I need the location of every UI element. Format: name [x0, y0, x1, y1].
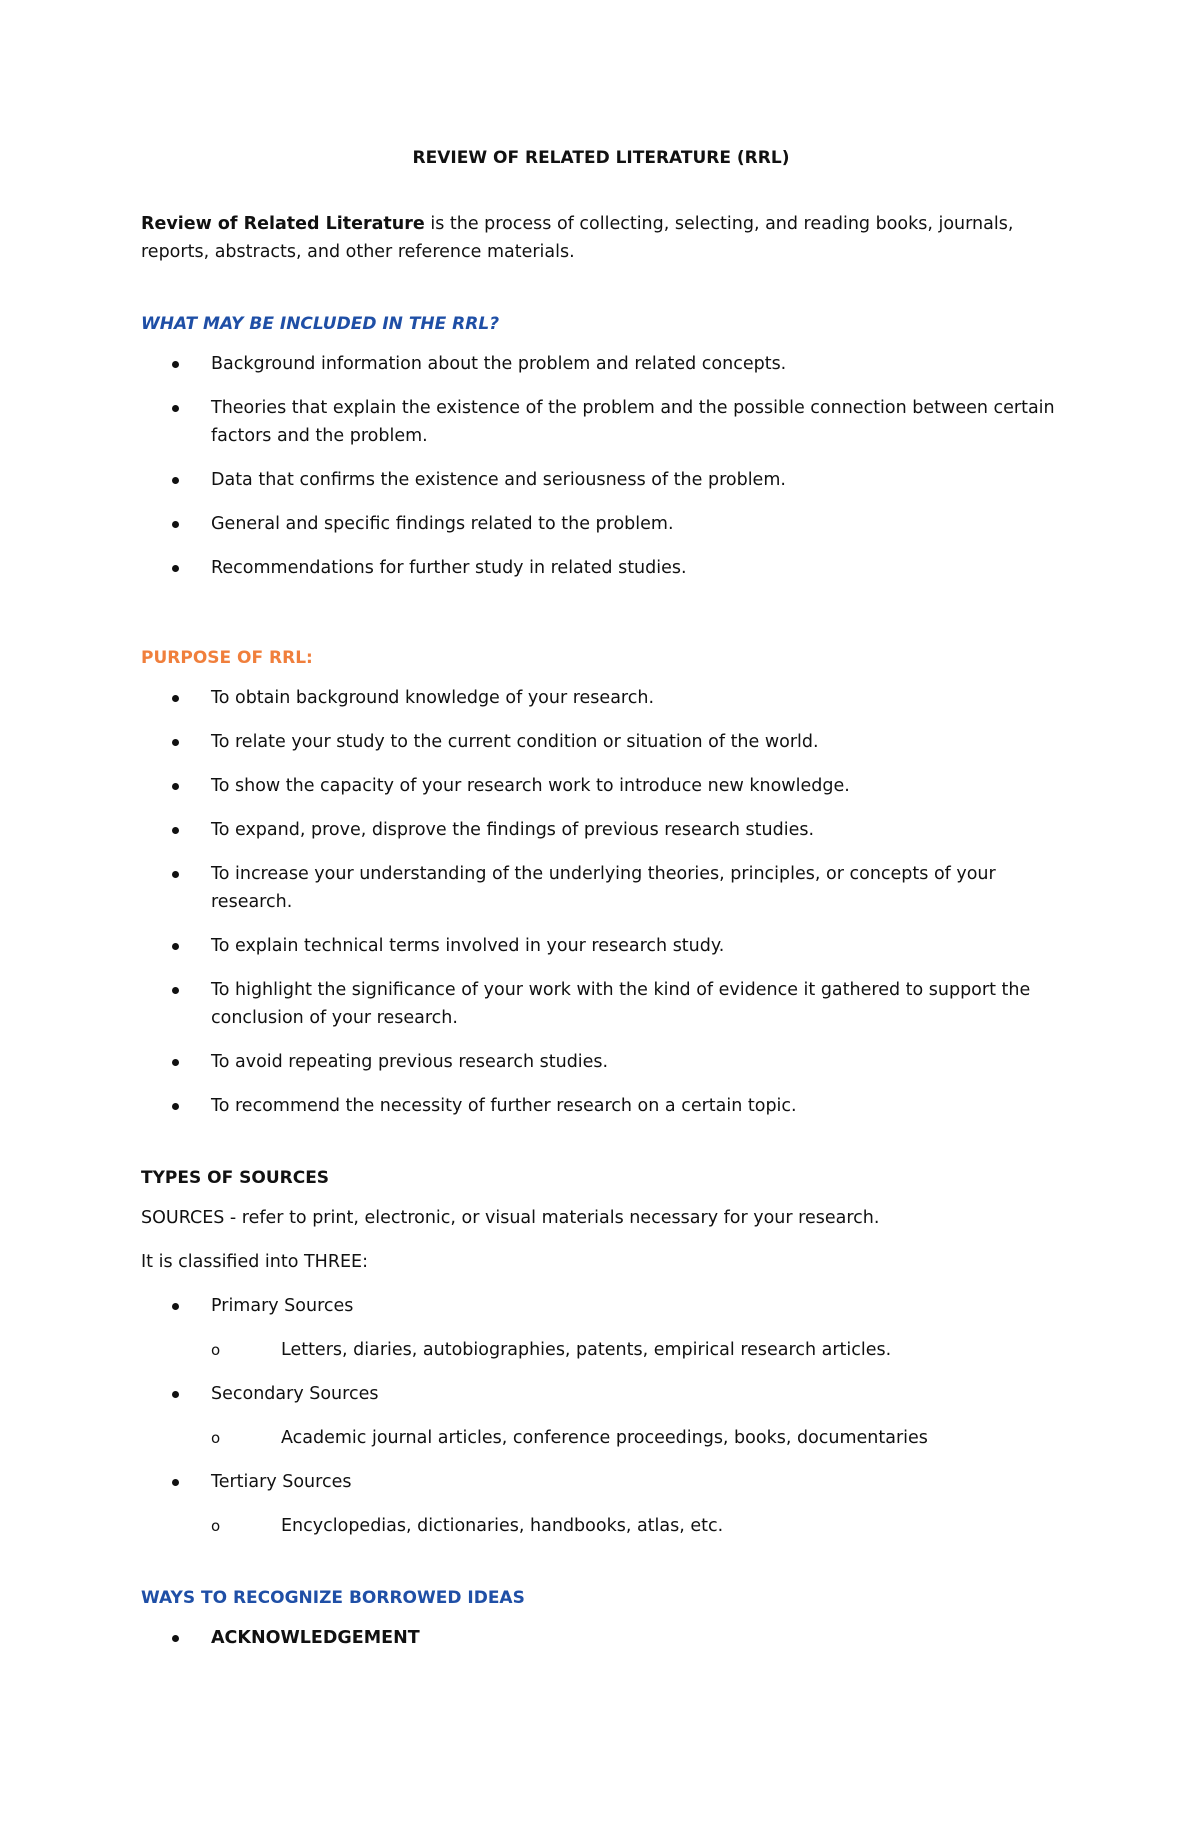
section-heading-types: TYPES OF SOURCES [141, 1168, 330, 1188]
bullet-icon [172, 565, 179, 572]
list-item: To expand, prove, disprove the findings of previous research studies. [141, 816, 1061, 844]
purpose-list [141, 684, 1061, 1120]
list-item: Recommendations for further study in related studies. [141, 554, 1061, 582]
list-item: To recommend the necessity of further research on a certain topic. [141, 1092, 1061, 1120]
list-item: To show the capacity of your research work to introduce new knowledge. [141, 772, 1061, 800]
list-item: ACKNOWLEDGEMENT [141, 1624, 1061, 1652]
list-item: To explain technical terms involved in your research study. [141, 932, 1061, 960]
section-heading-borrowed-ideas: WAYS TO RECOGNIZE BORROWED IDEAS [141, 1588, 525, 1608]
bullet-icon [172, 521, 179, 528]
sub-list-item: o Encyclopedias, dictionaries, handbooks, atlas, etc. [211, 1512, 1061, 1540]
bullet-icon [172, 871, 179, 878]
spacer [141, 1136, 1061, 1164]
bullet-icon [172, 1059, 179, 1066]
list-item: To obtain background knowledge of your research. [141, 684, 1061, 712]
bullet-icon [172, 827, 179, 834]
bullet-icon [172, 943, 179, 950]
list-item: To avoid repeating previous research studies. [141, 1048, 1061, 1076]
intro-text: is the process of collecting, selecting, and reading books, journals, reports, abstracts, and other reference materials. [141, 214, 1014, 262]
list-item: Background information about the problem and related concepts. [141, 350, 1061, 378]
sub-list [211, 1512, 1061, 1540]
circle-bullet-icon: o [211, 1341, 221, 1359]
borrowed-ideas-list [141, 1624, 1061, 1652]
bullet-icon [172, 783, 179, 790]
list-item: Data that confirms the existence and seriousness of the problem. [141, 466, 1061, 494]
list-item: To highlight the significance of your work with the kind of evidence it gathered to support the conclusion of your research. [141, 976, 1061, 1032]
section-heading-included: WHAT MAY BE INCLUDED IN THE RRL? [141, 314, 500, 334]
sub-list [211, 1336, 1061, 1364]
spacer [141, 1556, 1061, 1584]
bullet-icon [172, 987, 179, 994]
list-item: To relate your study to the current condition or situation of the world. [141, 728, 1061, 756]
bullet-icon [172, 1635, 179, 1642]
bullet-icon [172, 1303, 179, 1310]
sub-list-item: o Academic journal articles, conference proceedings, books, documentaries [211, 1424, 1061, 1452]
bullet-icon [172, 1103, 179, 1110]
list-item: Secondary Sources o Academic journal articles, conference proceedings, books, documentaries [141, 1380, 1061, 1452]
included-list [141, 350, 1061, 582]
document-body [141, 144, 1061, 1668]
bullet-icon [172, 1391, 179, 1398]
list-item: Theories that explain the existence of the problem and the possible connection between certain factors and the problem. [141, 394, 1061, 450]
bullet-icon [172, 739, 179, 746]
spacer [141, 598, 1061, 644]
sub-list [211, 1424, 1061, 1452]
list-item: General and specific findings related to the problem. [141, 510, 1061, 538]
sources-definition: SOURCES - refer to print, electronic, or visual materials necessary for your research. [141, 1208, 880, 1228]
bullet-icon [172, 695, 179, 702]
list-item: Primary Sources o Letters, diaries, autobiographies, patents, empirical research articles. [141, 1292, 1061, 1364]
intro-term: Review of Related Literature [141, 214, 425, 234]
circle-bullet-icon: o [211, 1429, 221, 1447]
sources-classification: It is classified into THREE: [141, 1252, 368, 1272]
intro-paragraph [141, 210, 1061, 266]
section-heading-purpose: PURPOSE OF RRL: [141, 648, 313, 668]
document-title: REVIEW OF RELATED LITERATURE (RRL) [412, 148, 790, 168]
list-item: Tertiary Sources o Encyclopedias, dictionaries, handbooks, atlas, etc. [141, 1468, 1061, 1540]
bullet-icon [172, 477, 179, 484]
list-item: To increase your understanding of the underlying theories, principles, or concepts of your research. [141, 860, 1061, 916]
bullet-icon [172, 1479, 179, 1486]
bullet-icon [172, 361, 179, 368]
bullet-icon [172, 405, 179, 412]
sources-list [141, 1292, 1061, 1540]
sub-list-item: o Letters, diaries, autobiographies, patents, empirical research articles. [211, 1336, 1061, 1364]
circle-bullet-icon: o [211, 1517, 221, 1535]
